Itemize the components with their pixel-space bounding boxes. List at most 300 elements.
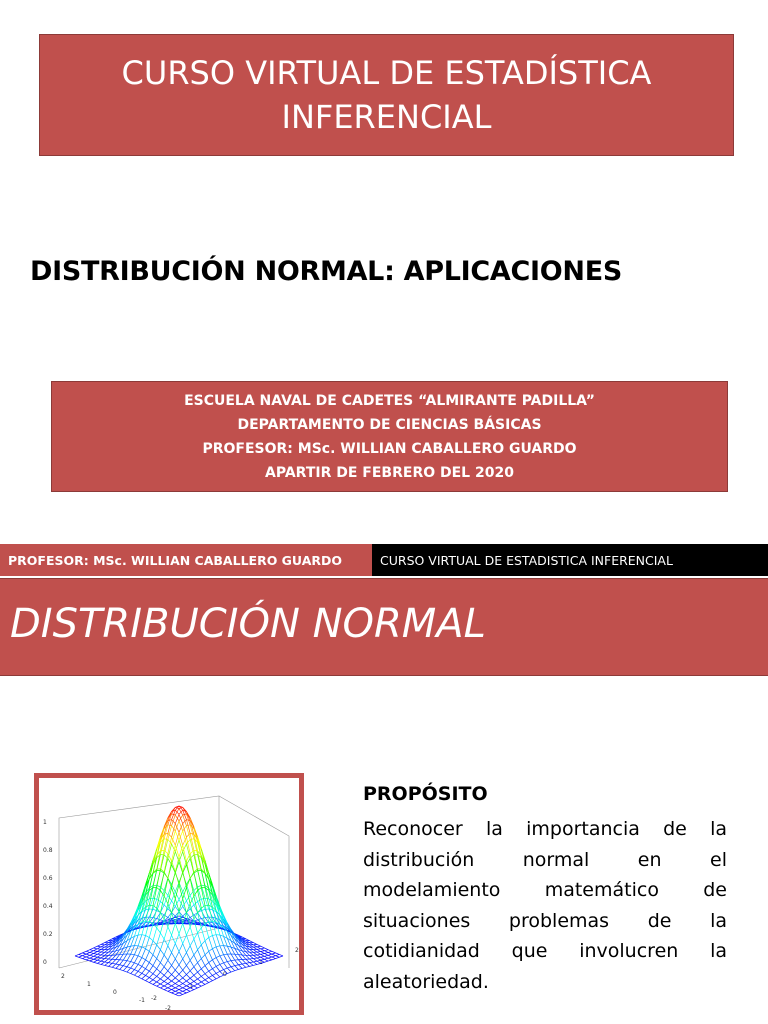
mesh-line [172,981,176,983]
mesh-line [153,955,157,959]
mesh-line [246,963,250,964]
purpose-text: Reconocer la importancia de la distribución normal en el modelamiento matemático de situaciones problemas de la cotidianidad que involucren la aleatoriedad. [363,818,727,993]
mesh-line [105,952,109,955]
mesh-line [86,951,90,952]
mesh-line [194,986,198,988]
mesh-line [101,959,105,962]
mesh-line [264,955,268,956]
mesh-line [153,982,157,984]
mesh-line [194,979,198,981]
mesh-line [186,978,190,981]
mesh-line [160,963,164,967]
mesh-line [131,946,135,947]
mesh-line [253,947,257,949]
mesh-line [227,961,231,962]
mesh-line [231,961,235,966]
mesh-line [231,966,235,967]
mesh-line [97,949,101,950]
mesh-line [238,964,242,965]
mesh-line [82,954,86,956]
mesh-line [198,982,202,984]
mesh-line [168,965,172,970]
mesh-line [97,955,101,957]
mesh-line [134,946,138,955]
mesh-line [201,976,205,979]
mesh-line [212,958,216,960]
mesh-line [149,938,153,941]
mesh-line [160,855,164,871]
mesh-line [179,923,183,933]
mesh-line [235,969,239,970]
mesh-line [146,963,150,969]
mesh-line [90,950,94,951]
mesh-line [160,872,164,891]
mesh-line [82,957,86,959]
mesh-line [194,939,198,950]
mesh-line [90,951,94,953]
axis-box-side [219,796,289,968]
mesh-line [272,957,276,959]
mesh-line [216,973,220,977]
x-tick-label: 1 [259,959,263,966]
mesh-line [209,963,213,969]
mesh-line [105,965,109,966]
mesh-line [97,947,101,949]
mesh-line [190,927,194,939]
mesh-line [272,951,276,953]
mesh-line [146,978,150,981]
mesh-line [183,988,187,990]
mesh-line [108,959,112,962]
mesh-line [253,952,257,955]
mesh-line [101,958,105,959]
mesh-line [209,951,213,959]
mesh-line [146,969,150,971]
mesh-line [105,959,109,962]
mesh-line [116,960,120,964]
mesh-line [224,946,228,954]
mesh-line [264,952,268,953]
mesh-line [198,908,202,913]
mesh-line [97,961,101,963]
mesh-line [97,960,101,961]
mesh-line [268,952,272,954]
mesh-line [179,991,183,993]
mesh-line [134,956,138,963]
mesh-line [94,954,98,956]
mesh-line [94,951,98,952]
mesh-line [216,971,220,973]
mesh-line [164,955,168,960]
mesh-line [164,971,168,975]
mesh-line [153,945,157,955]
mesh-line [175,974,179,978]
mesh-line [212,969,216,974]
mesh-line [160,850,164,851]
mesh-line [220,964,224,969]
mesh-line [108,963,112,966]
section-title: DISTRIBUCIÓN NORMAL [10,601,486,647]
mesh-line [79,957,83,958]
mesh-line [194,850,198,851]
mesh-line [186,960,190,965]
mesh-line [175,986,179,988]
mesh-line [268,954,272,955]
mesh-line [227,967,231,968]
mesh-line [212,960,216,967]
mesh-line [101,964,105,965]
mesh-line [164,981,168,983]
mesh-line [97,952,101,953]
mesh-line [168,927,172,935]
mesh-line [153,980,157,982]
mesh-line [108,955,112,959]
gaussian-surface-plot [39,778,299,1010]
mesh-line [164,839,168,840]
mesh-line [105,962,109,963]
mesh-line [186,861,190,878]
mesh-line [183,978,187,981]
mesh-line [90,958,94,959]
mesh-line [227,968,231,972]
mesh-line [86,958,90,960]
mesh-line [242,955,246,959]
mesh-line [116,968,120,969]
mesh-line [257,952,261,953]
mesh-line [253,950,257,952]
mesh-line [183,975,187,978]
mesh-line [238,968,242,969]
mesh-line [201,945,205,955]
mesh-line [250,955,254,958]
mesh-line [127,968,131,972]
mesh-line [97,949,101,951]
mesh-line [175,845,179,857]
mesh-line [201,898,205,899]
mesh-line [97,963,101,964]
mesh-line [198,963,202,969]
mesh-line [86,955,90,957]
y-tick-label: 0 [113,989,117,996]
mesh-line [212,935,216,946]
subtitle: DISTRIBUCIÓN NORMAL: APLICACIONES [30,256,623,287]
mesh-line [164,872,168,878]
mesh-line [172,923,176,935]
mesh-line [201,969,205,974]
mesh-line [120,954,124,960]
mesh-line [253,961,257,962]
mesh-line [227,962,231,967]
mesh-line [201,959,205,966]
mesh-line [246,955,250,959]
mesh-line [224,946,228,947]
mesh-line [160,950,164,955]
mesh-line [201,974,205,977]
mesh-line [212,947,216,949]
mesh-line [172,984,176,986]
mesh-line [201,928,205,941]
mesh-line [160,933,164,939]
mesh-line [160,955,164,963]
mesh-line [86,952,90,954]
mesh-line [168,990,172,992]
mesh-line [153,898,157,899]
mesh-line [157,928,161,933]
mesh-line [205,974,209,978]
mesh-line [112,959,116,963]
mesh-line [224,955,228,962]
mesh-line [138,956,142,958]
mesh-line [149,898,153,899]
mesh-line [94,946,98,948]
mesh-line [198,945,202,950]
mesh-line [179,986,183,988]
mesh-line [168,975,172,979]
mesh-line [160,984,164,986]
info-banner [51,381,728,492]
mesh-line [153,974,157,977]
mesh-line [231,960,235,961]
mesh-line [134,935,138,946]
z-tick-label: 0.8 [43,847,53,854]
mesh-line [227,954,231,961]
mesh-line [209,935,213,937]
mesh-line [146,981,150,983]
mesh-line [250,965,254,966]
mesh-line [153,928,157,941]
mesh-line [201,941,205,945]
mesh-line [142,969,146,974]
mesh-line [227,972,231,974]
mesh-line [190,967,194,971]
mesh-line [138,946,142,947]
mesh-line [183,959,187,965]
mesh-line [79,954,83,955]
mesh-line [242,964,246,967]
x-tick-label: -1 [187,983,193,990]
mesh-line [212,975,216,978]
mesh-line [261,956,265,957]
mesh-line [235,965,239,966]
mesh-line [131,955,135,962]
mesh-line [157,976,161,979]
mesh-line [153,976,157,979]
mesh-line [160,919,164,933]
mesh-line [157,959,161,963]
mesh-line [116,965,120,969]
mesh-line [216,956,220,958]
mesh-line [175,824,179,833]
mesh-line [172,975,176,978]
mesh-line [175,994,179,995]
mesh-line [138,964,142,966]
mesh-line [134,971,138,975]
mesh-line [179,952,183,959]
mesh-line [108,963,112,964]
mesh-line [175,984,179,986]
mesh-line [172,993,176,995]
mesh-line [112,964,116,967]
mesh-line [212,973,216,975]
mesh-line [212,935,216,936]
mesh-line [97,944,101,946]
mesh-line [134,963,138,965]
mesh-line [194,855,198,871]
mesh-line [216,946,220,947]
mesh-line [205,978,209,980]
mesh-line [279,954,283,955]
mesh-line [179,824,183,833]
mesh-line [101,962,105,964]
mesh-line [272,954,276,956]
mesh-line [94,959,98,960]
mesh-line [90,961,94,962]
mesh-line [90,955,94,956]
mesh-line [160,975,164,979]
mesh-line [149,963,153,966]
mesh-line [101,961,105,962]
mesh-line [120,965,124,966]
mesh-line [261,948,265,949]
mesh-line [212,966,216,968]
mesh-line [183,991,187,993]
mesh-line [235,960,239,965]
mesh-line [116,964,120,965]
mesh-line [82,959,86,960]
mesh-line [220,956,224,963]
x-tick-label: 2 [295,947,299,954]
mesh-line [212,979,216,981]
z-tick-label: 0 [43,959,47,966]
mesh-line [205,966,209,972]
mesh-line [209,938,213,949]
mesh-line [168,984,172,986]
mesh-line [160,939,164,950]
mesh-line [205,898,209,899]
mesh-line [175,840,179,852]
header-bar-course-text: CURSO VIRTUAL DE ESTADISTICA INFERENCIAL [380,552,673,568]
mesh-line [198,950,202,959]
mesh-line [201,918,205,919]
mesh-line [149,917,153,918]
mesh-line [108,966,112,967]
mesh-line [272,953,276,954]
mesh-line [97,952,101,954]
mesh-line [194,919,198,933]
mesh-line [257,954,261,955]
mesh-line [186,946,190,953]
mesh-line [146,951,150,959]
mesh-line [186,991,190,993]
mesh-line [220,935,224,946]
mesh-line [198,984,202,986]
mesh-line [127,972,131,974]
mesh-line [201,955,205,959]
mesh-line [172,953,176,959]
mesh-line [146,949,150,952]
x-tick-label: -2 [151,995,157,1002]
mesh-line [242,939,246,940]
mesh-line [172,959,176,965]
mesh-line [82,953,86,954]
mesh-line [134,955,138,956]
mesh-line [175,988,179,990]
mesh-line [183,944,187,953]
mesh-line [142,935,146,936]
mesh-line [261,951,265,952]
mesh-line [172,990,176,992]
mesh-line [134,964,138,969]
mesh-line [220,946,224,955]
mesh-line [157,982,161,984]
y-tick-label: 2 [61,973,65,980]
mesh-line [198,928,202,933]
mesh-line [131,963,135,968]
mesh-line [179,984,183,986]
info-professor: PROFESOR: MSc. WILLIAN CABALLERO GUARDO [202,440,577,457]
mesh-line [160,986,164,988]
mesh-line [264,948,268,950]
mesh-line [138,973,142,977]
mesh-line [142,979,146,981]
mesh-line [198,979,202,982]
mesh-line [190,971,194,975]
mesh-line [179,845,183,857]
mesh-line [123,966,127,967]
mesh-line [123,954,127,960]
mesh-line [224,954,228,955]
y-tick-label: -1 [139,997,145,1004]
mesh-line [183,965,187,970]
mesh-line [190,978,194,981]
mesh-line [257,957,261,958]
mesh-line [209,978,213,981]
mesh-line [183,981,187,983]
mesh-line [224,962,228,963]
info-school: ESCUELA NAVAL DE CADETES “ALMIRANTE PADILLA” [184,392,595,409]
mesh-line [127,962,131,967]
mesh-line [186,971,190,975]
mesh-line [172,988,176,990]
mesh-line [257,949,261,950]
mesh-line [172,991,176,993]
mesh-line [264,953,268,955]
mesh-line [164,939,168,946]
mesh-line [168,861,172,878]
header-bar-professor [0,544,372,576]
mesh-line [168,971,172,975]
mesh-line [97,946,101,947]
mesh-line [238,960,242,964]
mesh-line [164,927,168,939]
mesh-line [198,933,202,945]
z-tick-label: 0.6 [43,875,53,882]
mesh-line [131,968,135,970]
title-banner [39,34,734,156]
mesh-line [179,970,183,974]
mesh-line [194,872,198,891]
mesh-line [220,955,224,956]
mesh-line [190,975,194,978]
mesh-line [131,962,135,963]
mesh-line [90,953,94,955]
mesh-line [94,949,98,951]
mesh-line [209,971,213,975]
mesh-line [198,959,202,963]
mesh-line [250,959,254,962]
title-line-2: INFERENCIAL [281,98,492,136]
mesh-line [175,959,179,965]
